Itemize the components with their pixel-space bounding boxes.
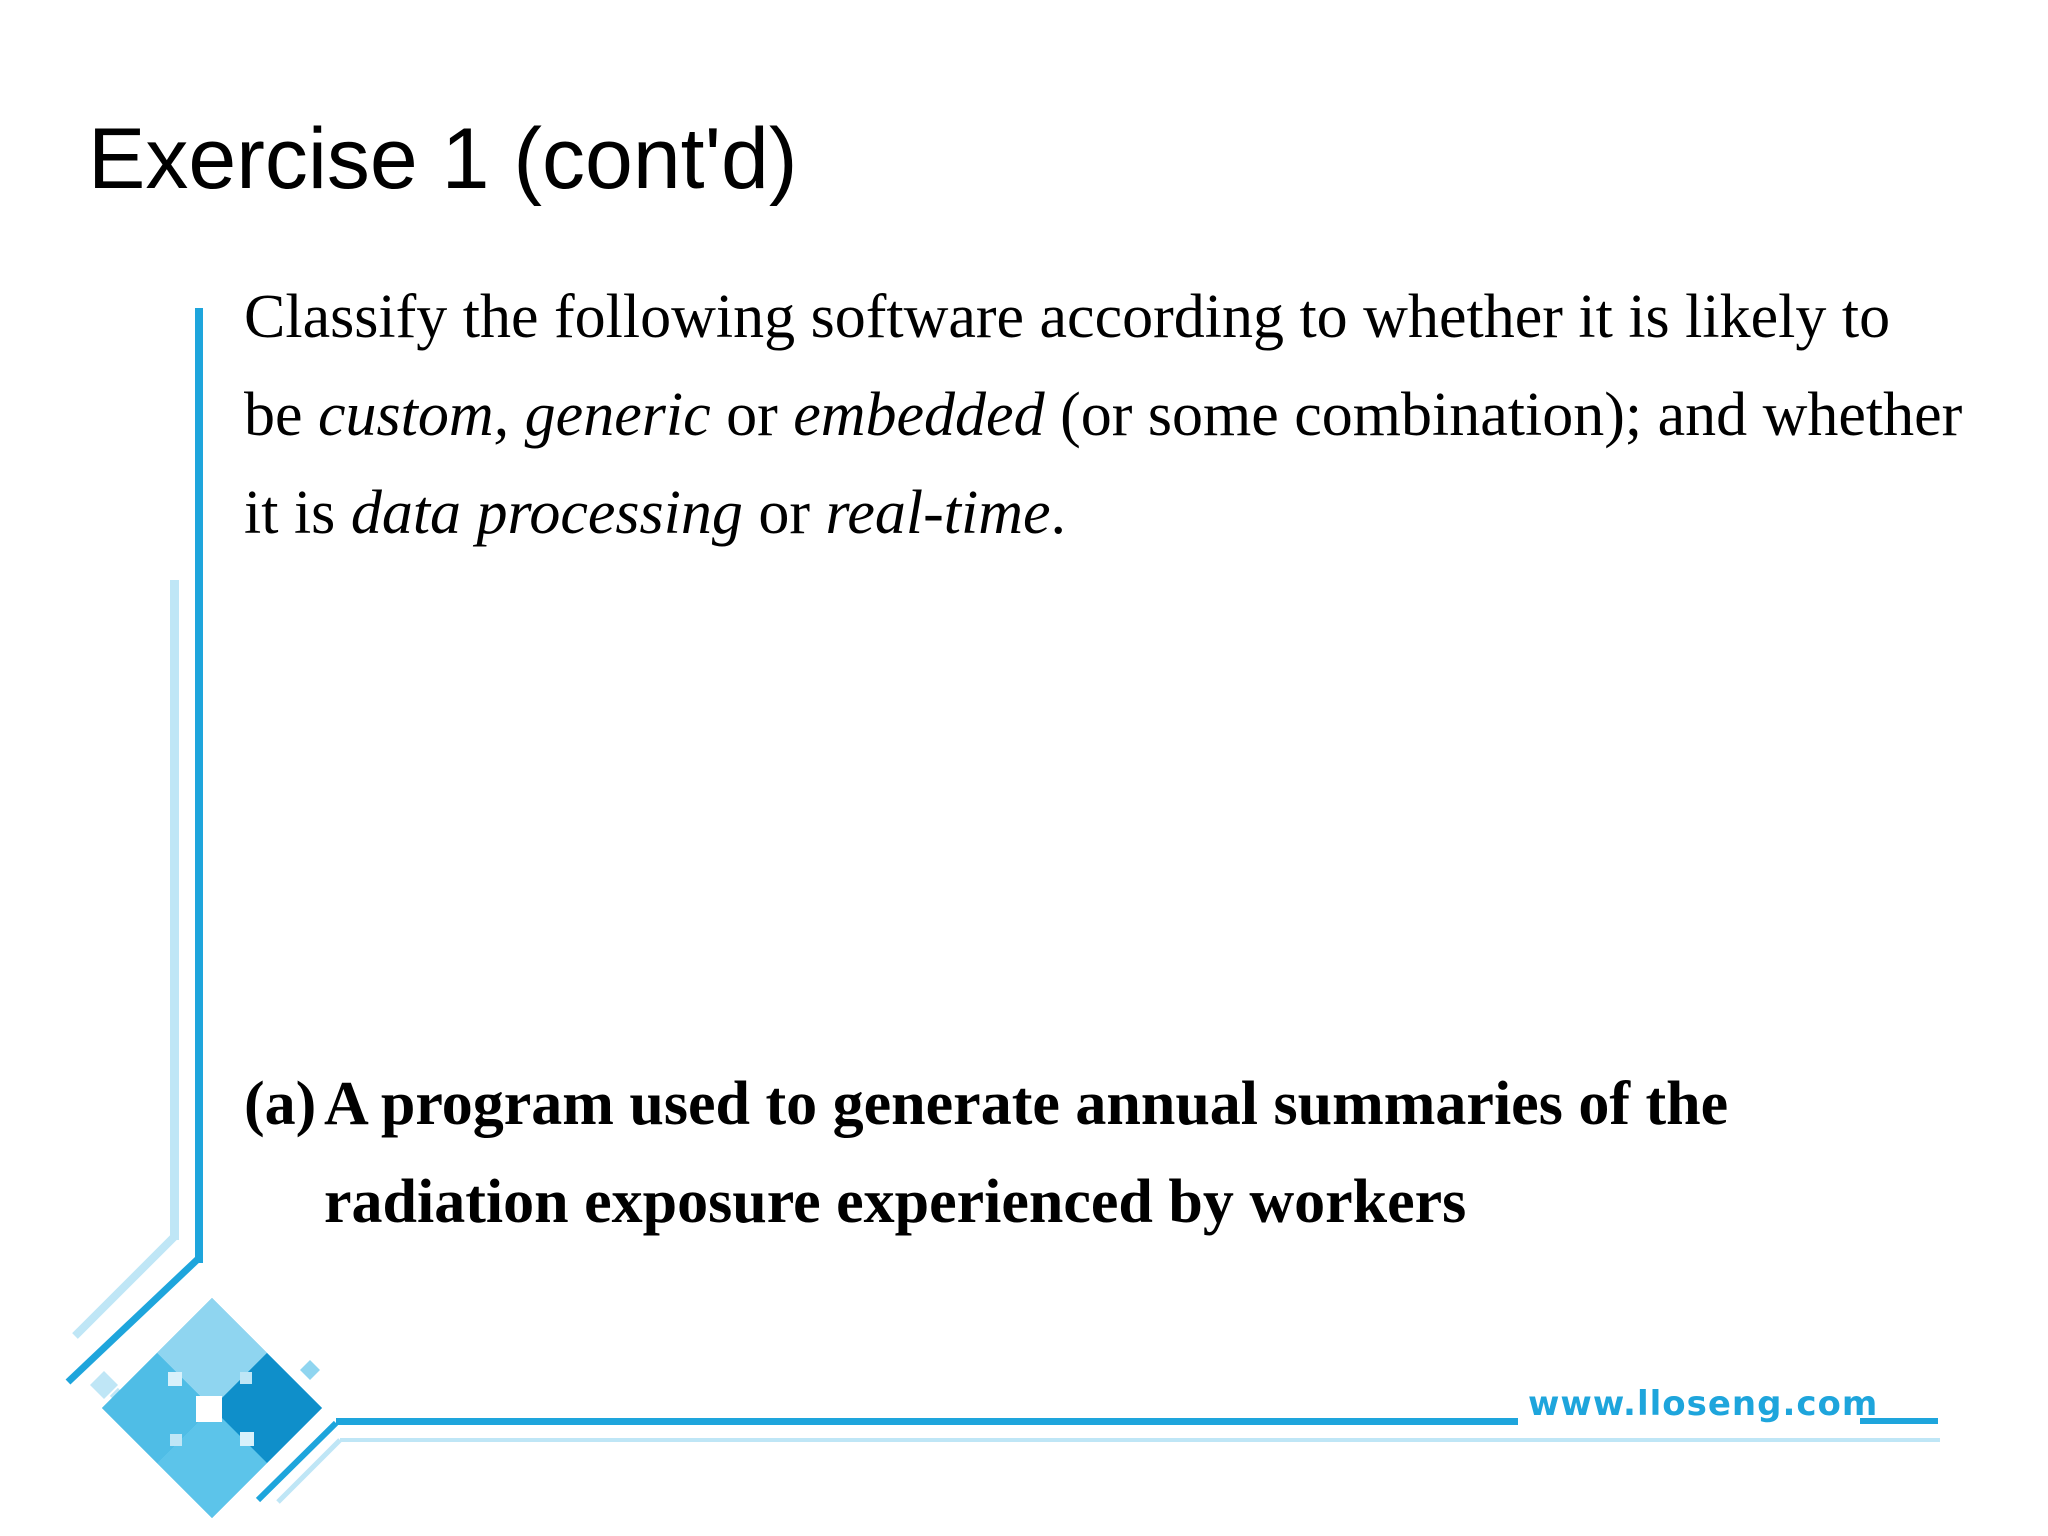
slide-title: Exercise 1 (cont'd)	[88, 111, 798, 207]
footer-light-line	[340, 1438, 1940, 1442]
intro-text-run: or	[742, 479, 826, 547]
item-label: (a)	[244, 1070, 317, 1138]
intro-text-run: or	[710, 381, 794, 449]
intro-text-run: Classify the following software according to whether it is likely to be	[244, 283, 1891, 449]
footer-accent-line	[336, 1418, 1518, 1425]
intro-italic-term: data processing	[350, 479, 743, 547]
intro-paragraph	[244, 268, 1964, 562]
item-text: A program used to generate annual summaries of the radiation exposure experienced by workers	[324, 1070, 1729, 1236]
intro-italic-term: custom, generic	[318, 381, 711, 449]
footer-url: www.lloseng.com	[1528, 1384, 1879, 1424]
intro-text-run: (or some combination); and whether it is	[244, 381, 1963, 547]
intro-text-run: .	[1050, 479, 1067, 547]
vertical-light-line	[170, 580, 179, 1240]
intro-italic-term: embedded	[793, 381, 1045, 449]
diagonal-light-line	[75, 1236, 175, 1336]
vertical-accent-line	[195, 308, 203, 1263]
intro-italic-term: real-time	[825, 479, 1051, 547]
exercise-item-a	[244, 1055, 1964, 1251]
